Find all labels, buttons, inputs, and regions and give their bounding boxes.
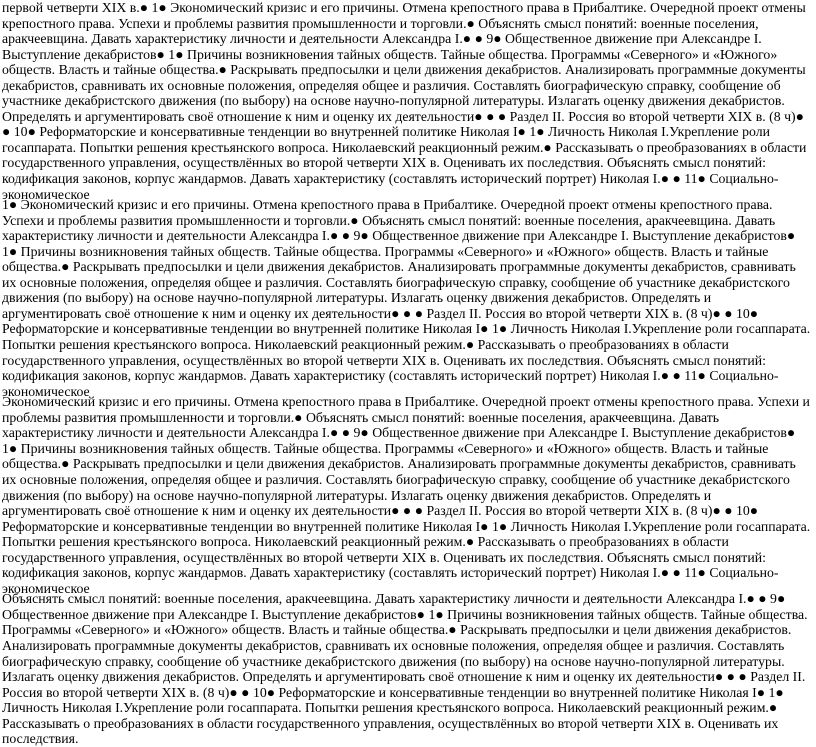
text-block-2: 1● Экономический кризис и его причины. Отмена крепостного права в Прибалтике. Очередной проект отмены крепостного права. Успехи и проблемы развития промышленности и торговли.● Объяснять смысл понятий: военные поселения, аракчеевщина. Давать характеристику личности и деятельности Александра I.● ● 9● Общественное движение при Александре I. Выступление декабристов● 1● Причины возникновения тайных обществ. Тайные общества. Программы «Северного» и «Южного» обществ. Власть и тайные общества.● Раскрывать предпосылки и цели движения декабристов. Анализировать программные документы декабристов, сравнивать их основные положения, определяя общее и различия. Составлять биографическую справку, сообщение об участнике декабристского движения (по выбору) на основе научно-популярной литературы. Излагать оценку движения декабристов. Определять и аргументировать своё отношение к ним и оценку их деятельности● ● ● Раздел II. Россия во второй четверти XIX в. (8 ч)● ● 10● Реформаторские и консервативные тенденции во внутренней политике Николая I● 1● Личность Николая I.Укрепление роли госаппарата. Попытки решения крестьянского вопроса. Николаевский реакционный режим.● Рассказывать о преобразованиях в области государственного управления, осуществлённых во второй четверти XIX в. Оценивать их последствия. Объяснять смысл понятий: кодификация законов, корпус жандармов. Давать характеристику (составлять исторический портрет) Николая I.● ● 11● Социально-экономическое <box>2 197 811 399</box>
text-block-3: Экономический кризис и его причины. Отмена крепостного права в Прибалтике. Очередной проект отмены крепостного права. Успехи и проблемы развития промышленности и торговли.● Объяснять смысл понятий: военные поселения, аракчеевщина. Давать характеристику личности и деятельности Александра I.● ● 9● Общественное движение при Александре I. Выступление декабристов● 1● Причины возникновения тайных обществ. Тайные общества. Программы «Северного» и «Южного» обществ. Власть и тайные общества.● Раскрывать предпосылки и цели движения декабристов. Анализировать программные документы декабристов, сравнивать их основные положения, определяя общее и различия. Составлять биографическую справку, сообщение об участнике декабристского движения (по выбору) на основе научно-популярной литературы. Излагать оценку движения декабристов. Определять и аргументировать своё отношение к ним и оценку их деятельности● ● ● Раздел II. Россия во второй четверти XIX в. (8 ч)● ● 10● Реформаторские и консервативные тенденции во внутренней политике Николая I● 1● Личность Николая I.Укрепление роли госаппарата. Попытки решения крестьянского вопроса. Николаевский реакционный режим.● Рассказывать о преобразованиях в области государственного управления, осуществлённых во второй четверти XIX в. Оценивать их последствия. Объяснять смысл понятий: кодификация законов, корпус жандармов. Давать характеристику (составлять исторический портрет) Николая I.● ● 11● Социально-экономическое <box>2 394 811 596</box>
text-block-4: Объяснять смысл понятий: военные поселения, аракчеевщина. Давать характеристику личности и деятельности Александра I.● ● 9● Общественное движение при Александре I. Выступление декабристов● 1● Причины возникновения тайных обществ. Тайные общества. Программы «Северного» и «Южного» обществ. Власть и тайные общества.● Раскрывать предпосылки и цели движения декабристов. Анализировать программные документы декабристов, сравнивать их основные положения, определяя общее и различия. Составлять биографическую справку, сообщение об участнике декабристского движения (по выбору) на основе научно-популярной литературы. Излагать оценку движения декабристов. Определять и аргументировать своё отношение к ним и оценку их деятельности● ● ● Раздел II. Россия во второй четверти XIX в. (8 ч)● ● 10● Реформаторские и консервативные тенденции во внутренней политике Николая I● 1● Личность Николая I.Укрепление роли госаппарата. Попытки решения крестьянского вопроса. Николаевский реакционный режим.● Рассказывать о преобразованиях в области государственного управления, осуществлённых во второй четверти XIX в. Оценивать их последствия. <box>2 591 808 747</box>
text-block-1: первой четверти XIX в.● 1● Экономический кризис и его причины. Отмена крепостного права в Прибалтике. Очередной проект отмены крепостного права. Успехи и проблемы развития промышленности и торговли.● Объяснять смысл понятий: военные поселения, аракчеевщина. Давать характеристику личности и деятельности Александра I.● ● 9● Общественное движение при Александре I. Выступление декабристов● 1● Причины возникновения тайных обществ. Тайные общества. Программы «Северного» и «Южного» обществ. Власть и тайные общества.● Раскрывать предпосылки и цели движения декабристов. Анализировать программные документы декабристов, сравнивать их основные положения, определяя общее и различия. Составлять биографическую справку, сообщение об участнике декабристского движения (по выбору) на основе научно-популярной литературы. Излагать оценку движения декабристов. Определять и аргументировать своё отношение к ним и оценку их деятельности● ● ● Раздел II. Россия во второй четверти XIX в. (8 ч)● ● 10● Реформаторские и консервативные тенденции во внутренней политике Николая I● 1● Личность Николая I.Укрепление роли госаппарата. Попытки решения крестьянского вопроса. Николаевский реакционный режим.● Рассказывать о преобразованиях в области государственного управления, осуществлённых во второй четверти XIX в. Оценивать их последствия. Объяснять смысл понятий: кодификация законов, корпус жандармов. Давать характеристику (составлять исторический портрет) Николая I.● ● 11● Социально-экономическое <box>2 0 807 202</box>
